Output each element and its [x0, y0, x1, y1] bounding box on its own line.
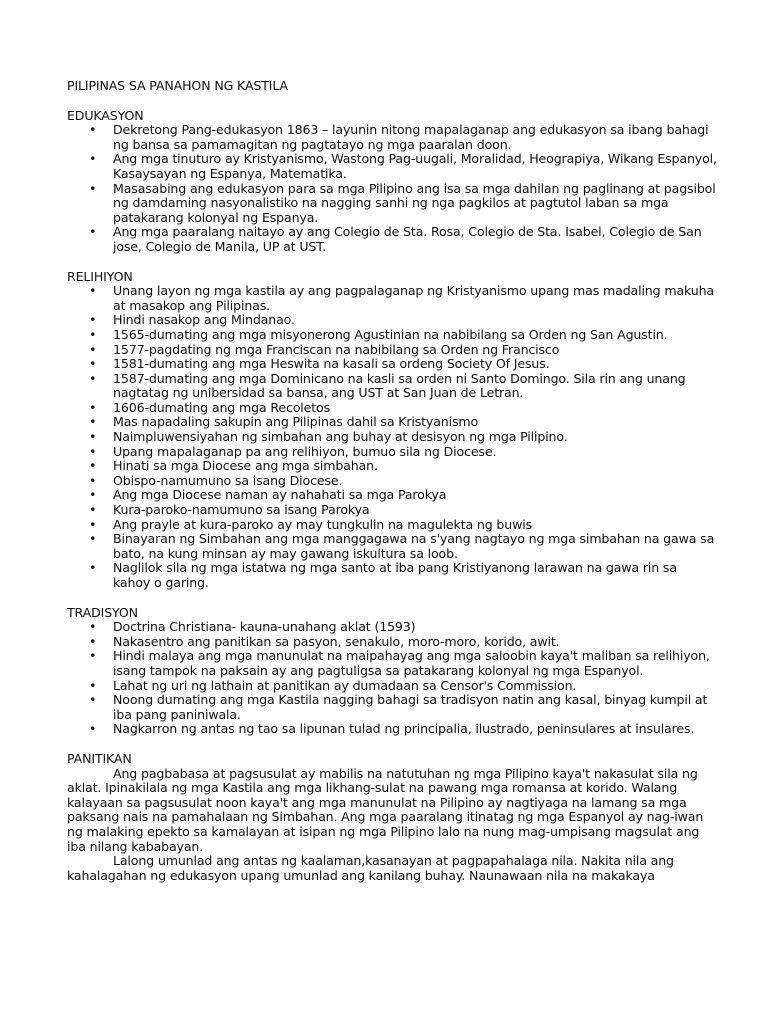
bullet-list	[67, 123, 717, 254]
list-item-text: Mas napadaling sakupin ang Pilipinas dahil sa Kristyanismo	[113, 414, 479, 430]
bullet-icon: •	[89, 151, 97, 167]
section-heading: TRADISYON	[67, 604, 138, 620]
bullet-icon: •	[89, 356, 97, 372]
bullet-icon: •	[89, 429, 97, 445]
section-heading: RELIHIYON	[67, 268, 133, 284]
list-item-text: Hindi nasakop ang Mindanao.	[113, 312, 295, 328]
list-item-text: Lahat ng uri ng lathain at panitikan ay dumadaan sa Censor's Commission.	[113, 677, 577, 693]
bullet-icon: •	[89, 458, 97, 474]
bullet-icon: •	[89, 560, 97, 576]
bullet-icon: •	[89, 370, 97, 386]
bullet-icon: •	[89, 516, 97, 532]
list-item-text: Ang prayle at kura-paroko ay may tungkulin na magulekta ng buwis	[113, 516, 532, 532]
list-item-text: Unang layon ng mga kastila ay ang pagpalaganap ng Kristyanismo upang mas madaling makuha at masakop ang Pilipinas.	[113, 283, 715, 313]
paragraph: Lalong umunlad ang antas ng kaalaman,kasanayan at pagpapahalaga nila. Nakita nila ang kahalagahan ng edukasyon upang umunlad ang kanilang buhay. Naunawaan nila na makakaya	[67, 853, 674, 883]
list-item-text: Obispo-namumuno sa isang Diocese.	[113, 472, 343, 488]
list-item	[67, 518, 717, 533]
section-tradisyon	[67, 606, 717, 737]
list-item	[67, 620, 717, 635]
list-item	[67, 722, 717, 737]
bullet-icon: •	[89, 633, 97, 649]
list-item-text: Nagkarron ng antas ng tao sa lipunan tulad ng principalia, ilustrado, peninsulares at insulares.	[113, 721, 695, 737]
bullet-icon: •	[89, 341, 97, 357]
bullet-icon: •	[89, 487, 97, 503]
list-item	[67, 313, 717, 328]
list-item	[67, 649, 717, 678]
list-item-text: Ang mga Diocese naman ay nahahati sa mga Parokya	[113, 487, 447, 503]
bullet-icon: •	[89, 283, 97, 299]
list-item-text: 1565-dumating ang mga misyonerong Agustinian na nabibilang sa Orden ng San Agustin.	[113, 326, 668, 342]
list-item-text: Kura-paroko-namumuno sa isang Parokya	[113, 502, 370, 518]
document-title: PILIPINAS SA PANAHON NG KASTILA	[67, 78, 288, 93]
bullet-icon: •	[89, 531, 97, 547]
list-item-text: 1587-dumating ang mga Dominicano na kasli sa orden ni Santo Domingo. Sila rin ang unang nagtatag ng unibersidad sa bansa, ang UST at San Juan de Letran.	[113, 370, 686, 401]
list-item	[67, 152, 717, 181]
list-item-text: Ang mga paaralang naitayo ay ang Colegio de Sta. Rosa, Colegio de Sta. Isabel, Colegio de San jose, Colegio de Manila, UP at UST.	[113, 224, 702, 254]
bullet-icon: •	[89, 677, 97, 693]
list-item	[67, 532, 717, 561]
list-item-text: Naglilok sila ng mga istatwa ng mga santo at iba pang Kristiyanong larawan na gawa rin sa kahoy o garing.	[113, 560, 677, 590]
paragraph: Ang pagbabasa at pagsusulat ay mabilis na natutuhan ng mga Pilipino kaya't nakasulat sila ng aklat. Ipinakilala ng mga Kastila ang mga likhang-sulat na pawang mga romansa at korido. Walang kalayaan sa pagsusulat noon kaya't ang mga manunulat na Pilipino ay nagtiyaga na lamang sa mga paksang nais na pamahalaan ng Simbahan. Ang mga paaralang itinatag ng mga Espanyol ay nag-iwan ng malaking epekto sa kamalayan at isipan ng mga Pilipino lalo na nung mag-umpisang magsulat ang iba nilang kababayan.	[67, 765, 704, 854]
bullet-icon: •	[89, 326, 97, 342]
list-item	[67, 415, 717, 430]
list-item-text: Naimpluwensiyahan ng simbahan ang buhay at desisyon ng mga Pilipino.	[113, 429, 568, 445]
list-item	[67, 372, 717, 401]
list-item-text: Nakasentro ang panitikan sa pasyon, senakulo, moro-moro, korido, awit.	[113, 633, 560, 649]
list-item	[67, 693, 717, 722]
list-item	[67, 679, 717, 694]
bullet-icon: •	[89, 648, 97, 664]
list-item	[67, 343, 717, 358]
list-item-text: Binayaran ng Simbahan ang mga manggagawa na s'yang nagtayo ng mga simbahan na gawa sa bato, na kung minsan ay may gawang iskultura sa loob.	[113, 531, 715, 561]
list-item-text: Hindi malaya ang mga manunulat na maipahayag ang mga saloobin kaya't maliban sa relihiyon, isang tampok na paksain ay ang pagtuligsa sa patakarang kolonyal ng mga Espanyol.	[113, 648, 710, 678]
list-item-text: Ang mga tinuturo ay Kristyanismo, Wastong Pag-uugali, Moralidad, Heograpiya, Wikang Espanyol, Kasaysayan ng Espanya, Matematika.	[113, 151, 717, 181]
section-panitikan	[67, 752, 717, 883]
bullet-list	[67, 620, 717, 737]
bullet-list	[67, 284, 717, 590]
list-item-text: 1577-pagdating ng mga Franciscan na nabibilang sa Orden ng Francisco	[113, 341, 560, 357]
list-item-text: Upang mapalaganap pa ang relihiyon, bumuo sila ng Diocese.	[113, 443, 497, 459]
list-item-text: 1581-dumating ang mga Heswita na kasali sa ordeng Society Of Jesus.	[113, 356, 550, 372]
section-heading: PANITIKAN	[67, 750, 132, 766]
list-item	[67, 503, 717, 518]
bullet-icon: •	[89, 502, 97, 518]
list-item	[67, 488, 717, 503]
list-item	[67, 430, 717, 445]
list-item	[67, 357, 717, 372]
list-item-text: Doctrina Christiana- kauna-unahang aklat (1593)	[113, 619, 416, 635]
list-item	[67, 401, 717, 416]
document-body	[67, 79, 717, 898]
list-item	[67, 561, 717, 590]
section-relihiyon	[67, 270, 717, 591]
section-edukasyon	[67, 109, 717, 255]
bullet-icon: •	[89, 472, 97, 488]
bullet-icon: •	[89, 180, 97, 196]
list-item	[67, 445, 717, 460]
list-item	[67, 284, 717, 313]
list-item	[67, 123, 717, 152]
bullet-icon: •	[89, 443, 97, 459]
list-item	[67, 459, 717, 474]
section-heading: EDUKASYON	[67, 107, 144, 123]
list-item	[67, 225, 717, 254]
bullet-icon: •	[89, 414, 97, 430]
bullet-icon: •	[89, 224, 97, 240]
bullet-icon: •	[89, 312, 97, 328]
list-item	[67, 635, 717, 650]
list-item	[67, 328, 717, 343]
list-item-text: Masasabing ang edukasyon para sa mga Pilipino ang isa sa mga dahilan ng paglinang at pagsibol ng damdaming nasyonalistiko na nagging sanhi ng nga pagkilos at pagtutol laban sa mga patakarang kolonyal ng Espanya.	[113, 180, 716, 225]
bullet-icon: •	[89, 122, 97, 138]
list-item	[67, 182, 717, 226]
bullet-icon: •	[89, 692, 97, 708]
list-item	[67, 474, 717, 489]
list-item-text: Noong dumating ang mga Kastila nagging bahagi sa tradisyon natin ang kasal, binyag kumpil at iba pang paniniwala.	[113, 692, 708, 722]
list-item-text: Hinati sa mga Diocese ang mga simbahan.	[113, 458, 378, 474]
bullet-icon: •	[89, 619, 97, 635]
list-item-text: 1606-dumating ang mga Recoletos	[113, 399, 331, 415]
bullet-icon: •	[89, 721, 97, 737]
bullet-icon: •	[89, 399, 97, 415]
list-item-text: Dekretong Pang-edukasyon 1863 – layunin nitong mapalaganap ang edukasyon sa ibang bahagi ng bansa sa pamamagitan ng pagtatayo ng mga paaralan doon.	[113, 122, 709, 152]
